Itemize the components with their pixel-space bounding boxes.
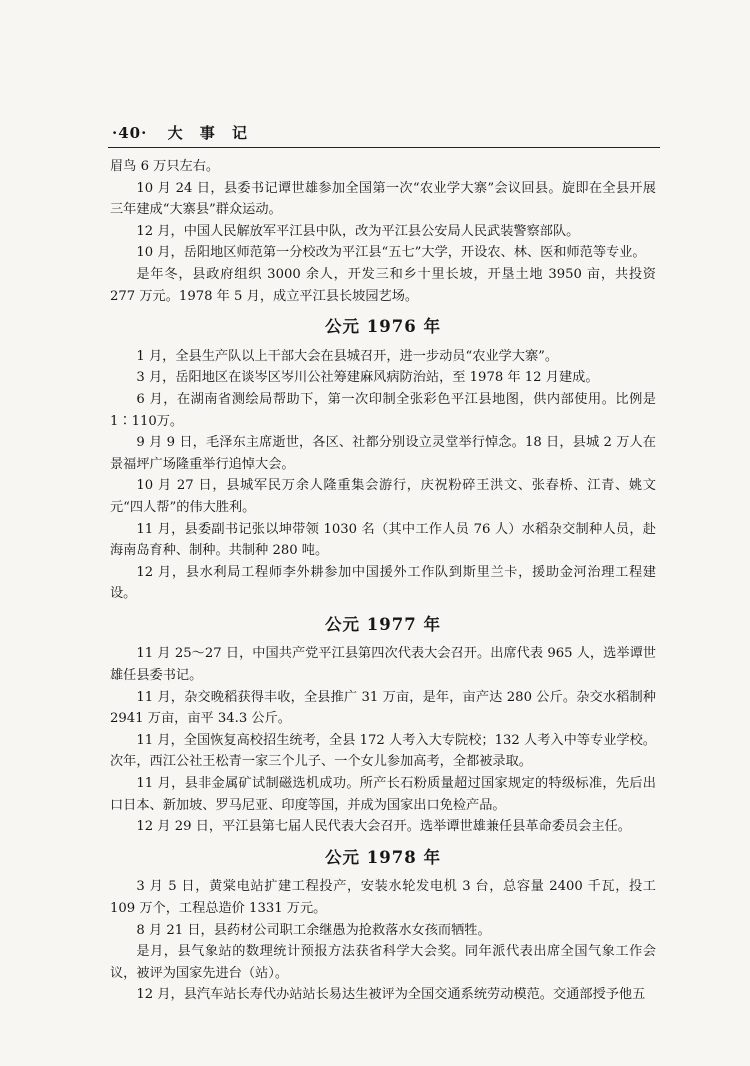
paragraph: 是年冬，县政府组织 3000 余人，开发三和乡十里长坡，开垦土地 3950 亩，共投资 277 万元。1978 年 5 月，成立平江县长坡园艺场。 bbox=[110, 266, 656, 304]
paragraph: 12 月，县汽车站长寿代办站站长易达生被评为全国交通系统劳动模范。交通部授予他五 bbox=[136, 987, 646, 1003]
paragraph: 11 月，县委副书记张以坤带领 1030 名（其中工作人员 76 人）水稻杂交制种人员，赴海南岛育种、制种。共制种 280 吨。 bbox=[110, 521, 656, 559]
paragraph: 1 月，全县生产队以上干部大会在县城召开，进一步动员“农业学大寨”。 bbox=[136, 348, 559, 364]
paragraph: 11 月 25～27 日，中国共产党平江县第四次代表大会召开。出席代表 965 人，选举谭世雄任县委书记。 bbox=[110, 646, 656, 684]
paragraph: 12 月 29 日，平江县第七届人民代表大会召开。选举谭世雄兼任县革命委员会主任。 bbox=[136, 819, 631, 835]
paragraph: 3 月 5 日，黄棠电站扩建工程投产，安装水轮发电机 3 台，总容量 2400 千瓦，投工 109 万个，工程总造价 1331 万元。 bbox=[110, 879, 656, 916]
paragraph: 是月，县气象站的数理统计预报方法获省科学大会奖。同年派代表出席全国气象工作会议，被评为国家先进台（站）。 bbox=[110, 944, 656, 981]
year-heading: 公元 1976 年 bbox=[325, 317, 441, 337]
page-number: ·40· bbox=[112, 124, 148, 142]
header-rule bbox=[108, 147, 660, 148]
year-heading: 公元 1978 年 bbox=[325, 847, 441, 867]
running-title: 大 事 记 bbox=[167, 124, 254, 142]
paragraph: 眉鸟 6 万只左右。 bbox=[110, 159, 220, 174]
paragraph: 12 月，中国人民解放军平江县中队，改为平江县公安局人民武装警察部队。 bbox=[136, 223, 580, 239]
paragraph: 9 月 9 日，毛泽东主席逝世，各区、社都分别设立灵堂举行悼念。18 日，县城 2 万人在景福坪广场隆重举行追悼大会。 bbox=[110, 435, 656, 472]
paragraph: 8 月 21 日，县药材公司职工余继愚为抢救落水女孩而牺牲。 bbox=[136, 922, 491, 938]
paragraph: 6 月，在湖南省测绘局帮助下，第一次印制全张彩色平江县地图，供内部使用。比例是 1∶110万。 bbox=[110, 391, 656, 429]
paragraph: 11 月，杂交晚稻获得丰收，全县推广 31 万亩，是年，亩产达 280 公斤。杂交水稻制种 2941 万亩，亩平 34.3 公斤。 bbox=[110, 689, 656, 727]
paragraph: 11 月，全国恢复高校招生统考，全县 172 人考入大专院校；132 人考入中等专业学校。次年，西江公社王松青一家三个儿子、一个女儿参加高考，全都被录取。 bbox=[110, 732, 656, 770]
page-header bbox=[112, 122, 253, 143]
page-body bbox=[110, 156, 656, 1006]
paragraph: 11 月，县非金属矿试制磁选机成功。所产长石粉质量超过国家规定的特级标准，先后出口日本、新加坡、罗马尼亚、印度等国，并成为国家出口免检产品。 bbox=[110, 776, 656, 813]
paragraph: 10 月，岳阳地区师范第一分校改为平江县“五七”大学，开设农、林、医和师范等专业。 bbox=[136, 245, 646, 261]
paragraph: 12 月，县水利局工程师李外耕参加中国援外工作队到斯里兰卡，援助金河治理工程建设。 bbox=[110, 564, 656, 602]
year-heading: 公元 1977 年 bbox=[325, 614, 441, 634]
paragraph: 10 月 27 日，县城军民万余人隆重集会游行，庆祝粉碎王洪文、张春桥、江青、姚文元“四人帮”的伟大胜利。 bbox=[110, 478, 656, 515]
paragraph: 10 月 24 日，县委书记谭世雄参加全国第一次“农业学大寨”会议回县。旋即在全县开展三年建成“大寨县”群众运动。 bbox=[110, 180, 656, 218]
paragraph: 3 月，岳阳地区在谈岑区岑川公社筹建麻风病防治站，至 1978 年 12 月建成。 bbox=[136, 370, 599, 386]
